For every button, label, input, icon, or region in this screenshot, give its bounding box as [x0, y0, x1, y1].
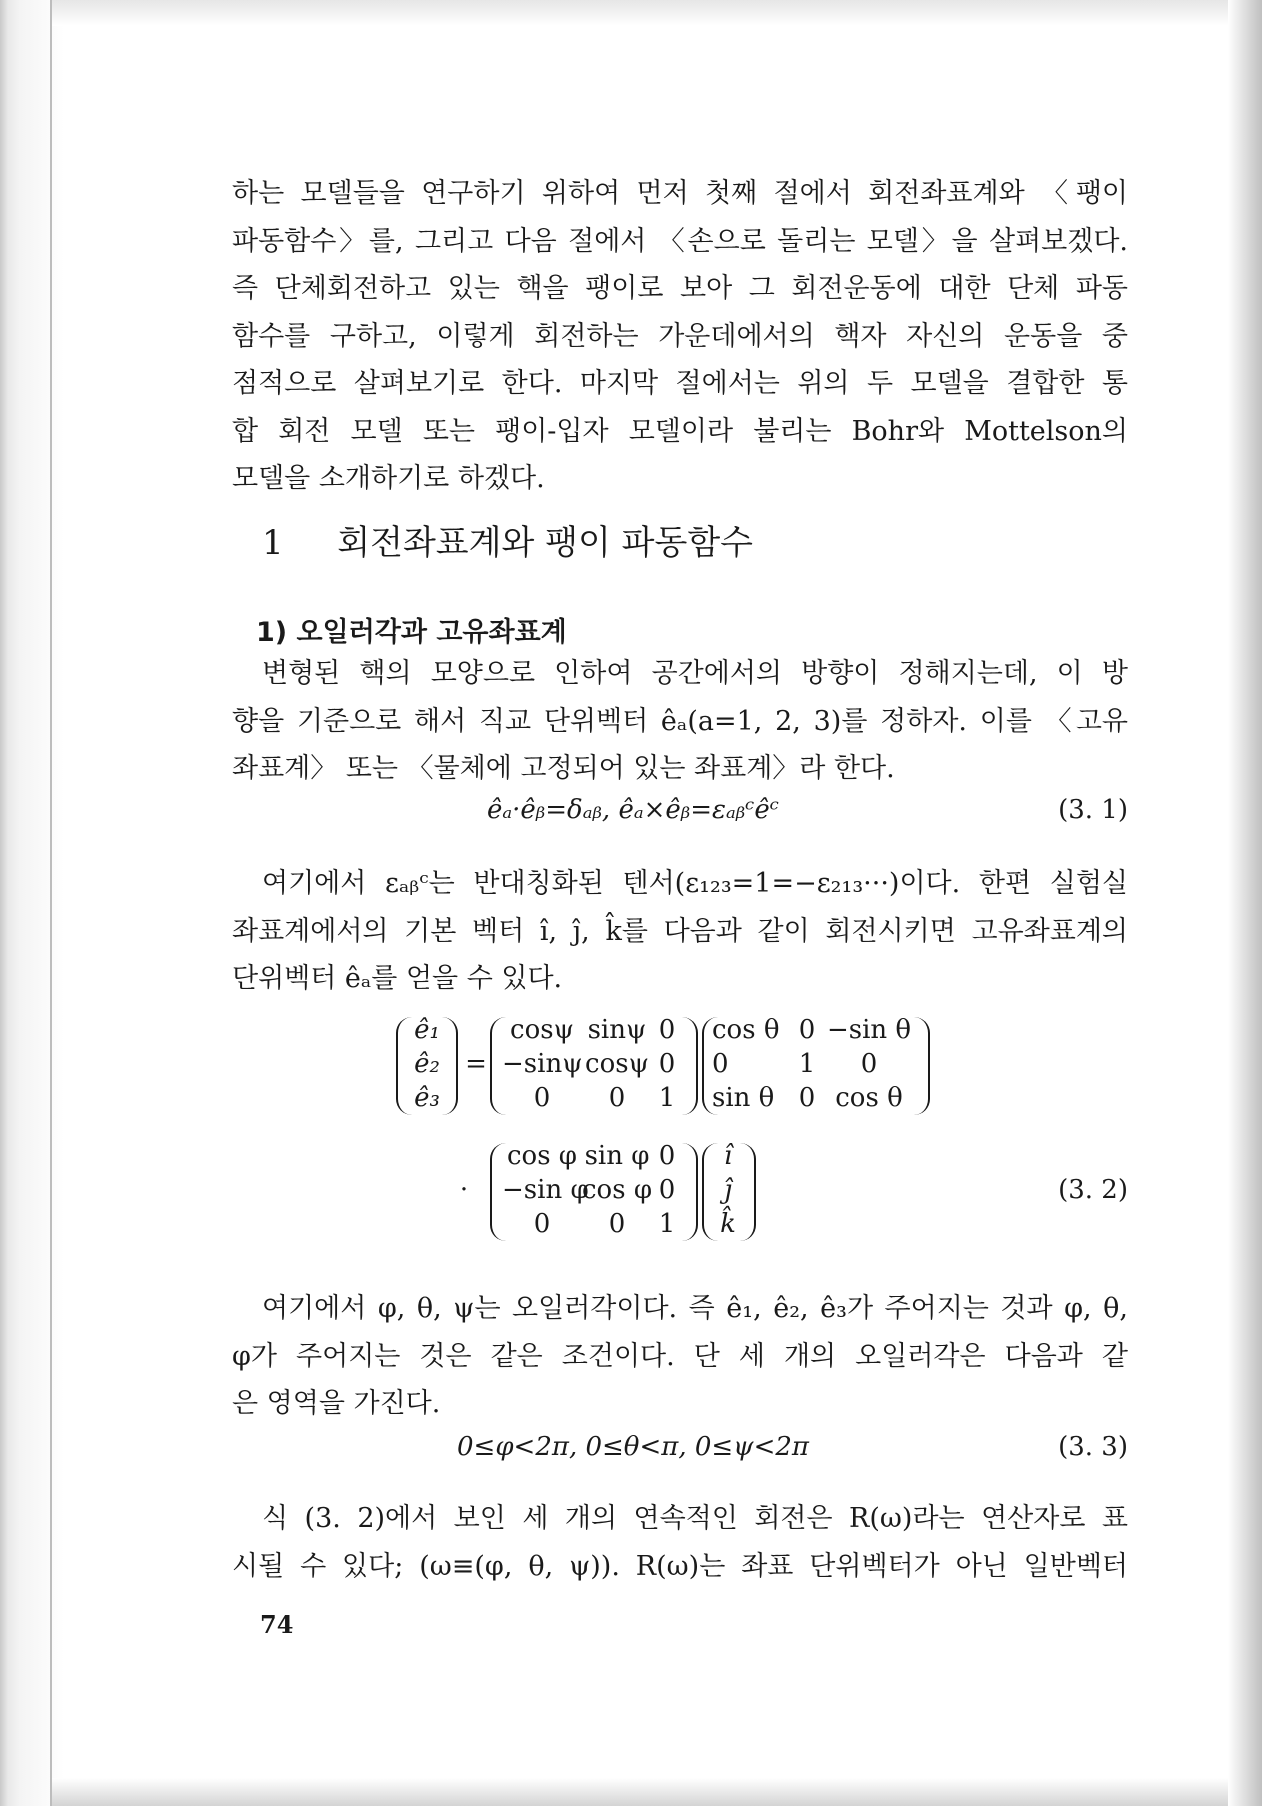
matrix-cell: −sin θ [826, 1015, 912, 1045]
basis-k: k̂ [720, 1209, 736, 1239]
text-line: 여기에서 φ, θ, ψ는 오일러각이다. 즉 ê₁, ê₂, ê₃가 주어지는 것과 φ, θ, [262, 1293, 1128, 1324]
text-line: 향을 기준으로 해서 직교 단위벡터 êₐ(a=1, 2, 3)를 정하자. 이를 〈고유 [232, 705, 1128, 737]
matrix-cell: 0 [798, 1015, 816, 1045]
matrix-cell: −sin φ [502, 1175, 589, 1205]
bracket-right [740, 1143, 756, 1241]
matrix-cell: sin θ [712, 1083, 775, 1113]
matrix-cell: 1 [798, 1049, 816, 1079]
equation-3-3 [457, 1432, 809, 1462]
text-line: 변형된 핵의 모양으로 인하여 공간에서의 방향이 정해지는데, 이 방 [262, 658, 1128, 689]
tensor-paragraph [232, 860, 1128, 1003]
text-line: 모델을 소개하기로 하겠다. [232, 463, 545, 494]
equation-text: êₐ·êᵦ=δₐᵦ, êₐ×êᵦ=εₐᵦᶜêᶜ [487, 795, 779, 825]
text-line: 하는 모델들을 연구하기 위하여 먼저 첫째 절에서 회전좌표계와 〈팽이 [232, 178, 1128, 209]
equation-3-1 [487, 795, 779, 825]
text-line: 단위벡터 êₐ를 얻을 수 있다. [232, 963, 563, 994]
bracket-right [914, 1017, 930, 1115]
matrix-cell: 0 [860, 1049, 878, 1079]
page-edge-bottom [52, 1778, 1228, 1806]
equation-number: (3. 1) [1058, 795, 1128, 825]
matrix-cell: 0 [608, 1083, 626, 1113]
equation-text: 0≤φ<2π, 0≤θ<π, 0≤ψ<2π [457, 1432, 809, 1462]
text-line: 함수를 구하고, 이렇게 회전하는 가운데에서의 핵자 자신의 운동을 중 [232, 320, 1128, 352]
matrix-cell: −sinψ [502, 1049, 583, 1079]
text-line: 식 (3. 2)에서 보인 세 개의 연속적인 회전은 R(ω)라는 연산자로 표 [262, 1503, 1128, 1534]
text-line: 합 회전 모델 또는 팽이-입자 모델이라 불리는 Bohr와 Mottelson의 [232, 415, 1128, 447]
matrix-cell: 0 [608, 1209, 626, 1239]
page-edge-left [0, 0, 64, 1806]
matrix-cell: cos θ [712, 1015, 780, 1045]
basis-j: ĵ [723, 1175, 733, 1205]
matrix-cell: 0 [533, 1083, 551, 1113]
matrix-cell: 0 [658, 1175, 676, 1205]
matrix-cell: 0 [658, 1141, 676, 1171]
bracket-right [682, 1143, 698, 1241]
text-line: 시될 수 있다; (ω≡(φ, θ, ψ)). R(ω)는 좌표 단위벡터가 아닌 일반벡터 [232, 1550, 1128, 1582]
matrix-cell: 0 [798, 1083, 816, 1113]
bracket-right [442, 1017, 458, 1115]
section-number: 1 [262, 523, 284, 563]
text-line: 좌표계〉 또는 〈물체에 고정되어 있는 좌표계〉라 한다. [232, 753, 895, 784]
page-number: 74 [260, 1610, 294, 1639]
matrix-cell: cosψ [585, 1049, 649, 1079]
matrix-cell: 0 [712, 1049, 729, 1079]
dot-operator: · [459, 1175, 469, 1205]
text-line: 즉 단체회전하고 있는 핵을 팽이로 보아 그 회전운동에 대한 단체 파동 [232, 273, 1128, 304]
matrix-cell: cosψ [510, 1015, 574, 1045]
page-edge-right [1228, 0, 1262, 1806]
page-edge-top [52, 0, 1228, 26]
lhs-e2: ê₂ [414, 1049, 440, 1079]
equation-number: (3. 3) [1058, 1432, 1128, 1462]
text-line: 좌표계에서의 기본 벡터 î, ĵ, k̂를 다음과 같이 회전시키면 고유좌표계의 [232, 915, 1128, 947]
section-title: 회전좌표계와 팽이 파동함수 [337, 523, 754, 563]
intro-paragraph [232, 170, 1128, 503]
section-heading [262, 515, 753, 564]
subsection-heading: 1) 오일러각과 고유좌표계 [256, 617, 567, 648]
body-frame-paragraph [232, 650, 1128, 793]
matrix-cell: cos θ [835, 1083, 903, 1113]
matrix-cell: 0 [658, 1049, 676, 1079]
matrix-cell: cos φ [582, 1175, 653, 1205]
text-line: 점적으로 살펴보기로 한다. 마지막 절에서는 위의 두 모델을 결합한 통 [232, 368, 1128, 399]
basis-i: î [723, 1141, 733, 1171]
lhs-e1: ê₁ [414, 1015, 440, 1045]
matrix-cell: cos φ [506, 1141, 578, 1171]
rotation-paragraph [232, 1495, 1128, 1590]
matrix-cell: 1 [658, 1083, 676, 1113]
matrix-cell: 0 [658, 1015, 676, 1045]
matrix-cell: 0 [533, 1209, 551, 1239]
matrix-cell: 1 [658, 1209, 676, 1239]
matrix-cell: sinψ [587, 1015, 647, 1045]
matrix-cell: sin φ [584, 1141, 650, 1171]
equation-3-2 [232, 1015, 1128, 1315]
page-edge-line [50, 0, 52, 1806]
lhs-e3: ê₃ [414, 1083, 440, 1113]
euler-paragraph [232, 1285, 1128, 1428]
text-line: 여기에서 εₐᵦᶜ는 반대칭화된 텐서(ε₁₂₃=1=−ε₂₁₃···)이다. 한편 실험실 [262, 868, 1128, 899]
bracket-left [396, 1017, 412, 1115]
text-line: φ가 주어지는 것은 같은 조건이다. 단 세 개의 오일러각은 다음과 같 [232, 1340, 1128, 1372]
bracket-right [682, 1017, 698, 1115]
text-line: 파동함수〉를, 그리고 다음 절에서 〈손으로 돌리는 모델〉을 살펴보겠다. [232, 225, 1128, 257]
equals-sign: = [465, 1049, 487, 1079]
text-line: 은 영역을 가진다. [232, 1388, 441, 1419]
equation-number: (3. 2) [1058, 1175, 1128, 1205]
